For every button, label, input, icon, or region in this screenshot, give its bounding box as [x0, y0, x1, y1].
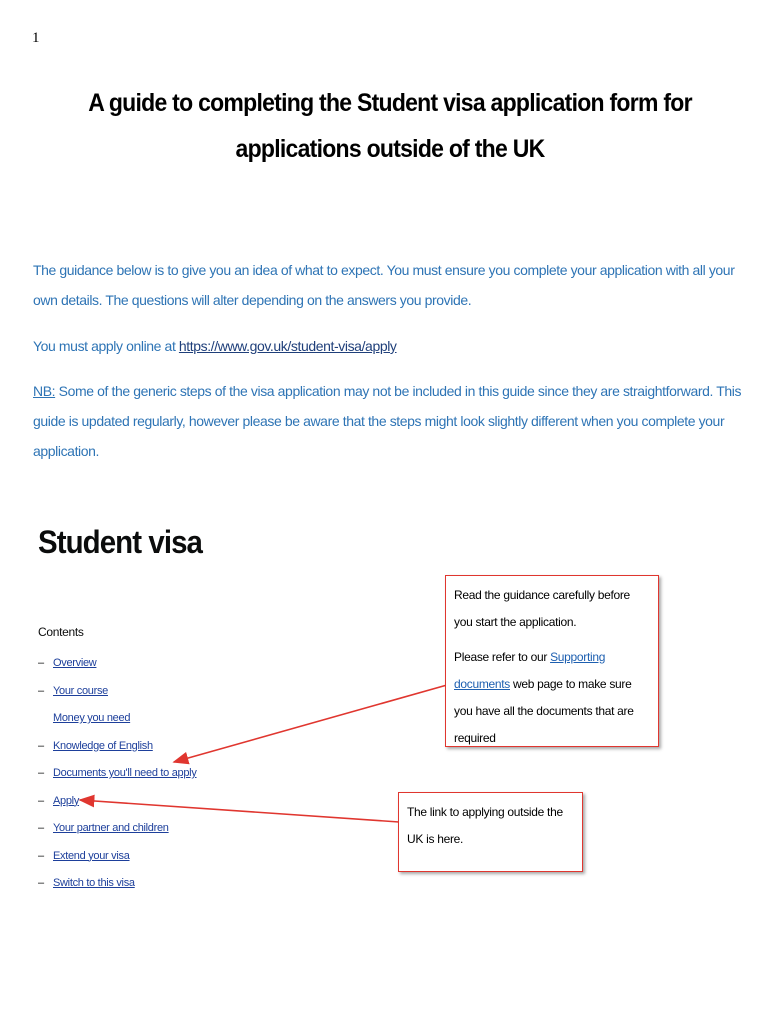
toc-dash: – — [38, 657, 44, 669]
toc-link[interactable]: Knowledge of English — [53, 739, 153, 752]
toc-dash: – — [38, 684, 44, 697]
toc-item-switch-visa[interactable] — [38, 870, 197, 898]
student-visa-heading: Student visa — [38, 524, 203, 560]
toc-dash: – — [38, 822, 44, 834]
toc-link[interactable]: Apply — [53, 794, 80, 807]
apply-online-link[interactable]: https://www.gov.uk/student-visa/apply — [178, 338, 397, 354]
apply-callout — [398, 792, 583, 872]
page-number: 1 — [32, 30, 40, 46]
nb-note — [33, 376, 753, 466]
supporting-documents-link[interactable]: Supporting documents — [454, 650, 606, 691]
toc-item-apply[interactable] — [38, 788, 197, 816]
toc-dash: – — [38, 767, 44, 779]
toc-dash: – — [38, 877, 44, 889]
toc-item-documents[interactable] — [38, 760, 197, 788]
apply-callout-text: The link to applying outside the UK is here. — [407, 805, 563, 846]
guidance-callout — [445, 575, 659, 747]
apply-online-prefix: You must apply online at — [33, 338, 179, 354]
guidance-callout-line1: Read the guidance carefully before you start the application. — [454, 588, 630, 629]
toc-link[interactable]: Overview — [53, 657, 97, 669]
toc-item-partner-children[interactable] — [38, 815, 197, 843]
toc-link[interactable]: Switch to this visa — [53, 877, 135, 889]
toc-link[interactable]: Your course — [53, 684, 108, 697]
toc-item-money-you-need[interactable] — [38, 705, 197, 733]
callout-suffix: web page to make sure you have all the documents that are required — [454, 677, 634, 745]
toc-link[interactable]: Documents you'll need to apply — [53, 767, 197, 779]
toc-link[interactable]: Money you need — [53, 712, 131, 724]
nb-text: Some of the generic steps of the visa application may not be included in this guide since they are straightforward. This guide is updated regularly, however please be aware that the steps might look slightly different when you complete your application. — [33, 383, 742, 459]
callout-prefix: Please refer to our — [454, 650, 551, 664]
toc-dash: – — [38, 794, 44, 807]
toc-item-overview[interactable] — [38, 650, 197, 678]
contents-list — [38, 650, 197, 898]
guidance-intro: The guidance below is to give you an idea of what to expect. You must ensure you complete your application with all your own details. The questions will alter depending on the answers you provide. — [33, 262, 735, 308]
guidance-callout-line2 — [454, 644, 650, 752]
nb-label: NB: — [33, 383, 56, 399]
toc-link[interactable]: Your partner and children — [53, 822, 169, 834]
arrow-to-documents — [174, 685, 447, 762]
apply-online-line — [33, 331, 753, 361]
toc-item-knowledge-of-english[interactable] — [38, 733, 197, 761]
toc-dash: – — [38, 739, 44, 752]
student-visa-page-screenshot — [0, 500, 770, 920]
toc-item-extend-visa[interactable] — [38, 843, 197, 871]
document-title: A guide to completing the Student visa application form for applications outside of the UK — [88, 89, 692, 163]
toc-dash: – — [38, 849, 44, 862]
contents-label: Contents — [38, 625, 84, 639]
toc-link[interactable]: Extend your visa — [53, 849, 130, 862]
toc-item-your-course[interactable] — [38, 678, 197, 706]
